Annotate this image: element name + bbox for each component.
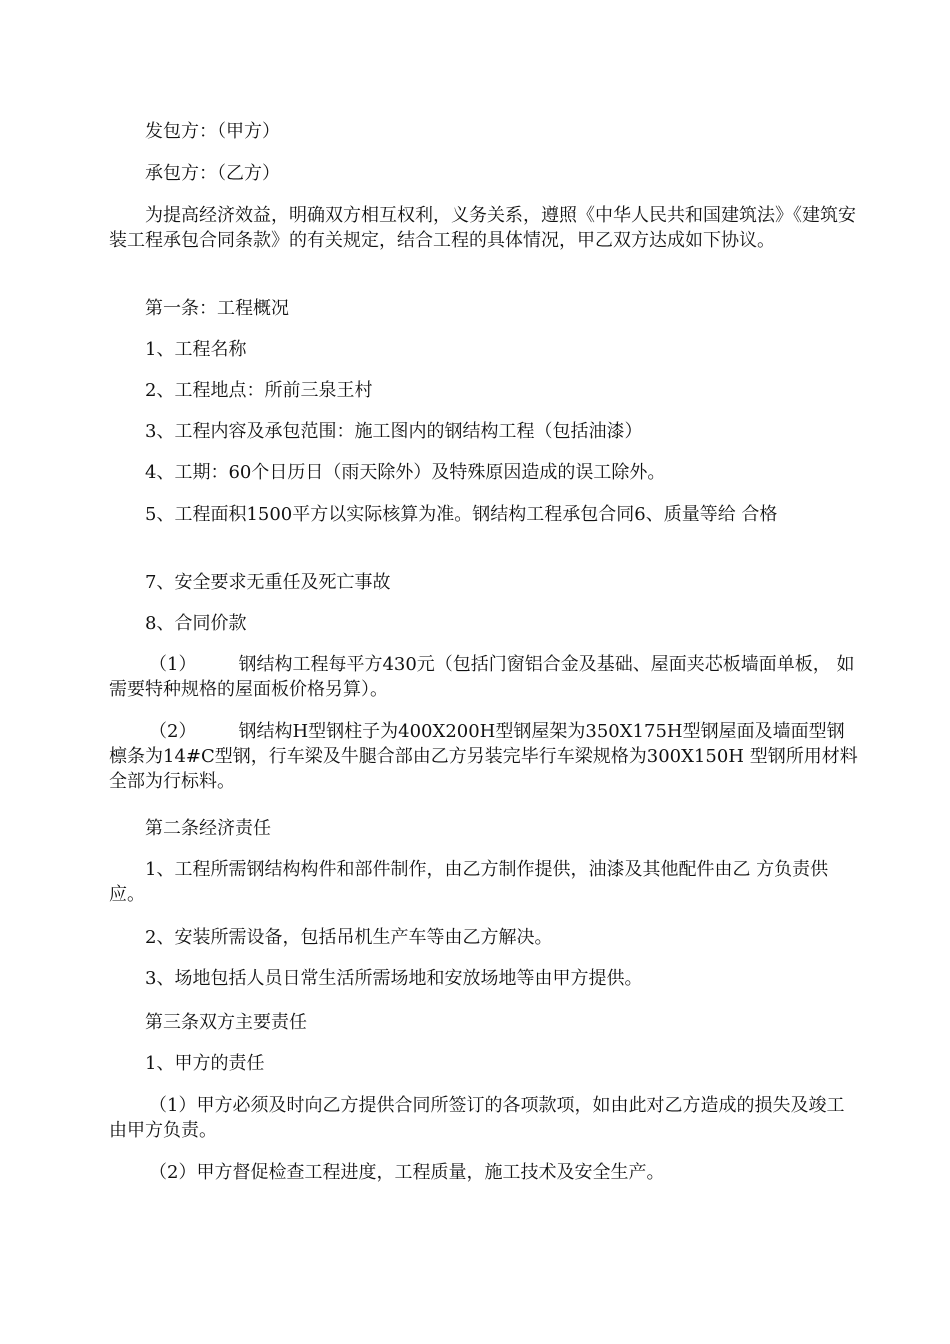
clause-number: （1）	[149, 654, 197, 675]
clause-number: （2）	[149, 721, 197, 742]
duration-item: 4、工期：60个日历日（雨天除外）及特殊原因造成的误工除外。	[145, 462, 666, 483]
area-quality-item: 5、工程面积1500平方以实际核算为准。钢结构工程承包合同6、质量等给 合格	[145, 504, 778, 525]
party-a-duty-1: （1）甲方必须及时向乙方提供合同所签订的各项款项，如由此对乙方造成的损失及竣工由甲方负责。	[109, 1095, 845, 1141]
clause-text: 钢结构工程每平方430元（包括门窗铝合金及基础、屋面夹芯板墙面单板， 如需要特种规格的屋面板价格另算）。	[109, 654, 855, 700]
safety-item: 7、安全要求无重任及死亡事故	[145, 572, 391, 593]
fabrication-item: 1、工程所需钢结构构件和部件制作，由乙方制作提供，油漆及其他配件由乙 方负责供应。	[109, 859, 829, 905]
equipment-item: 2、安装所需设备，包括吊机生产车等由乙方解决。	[145, 927, 553, 948]
clause-text: 钢结构H型钢柱子为400X200H型钢屋架为350X175H型钢屋面及墙面型钢檩条为14#C型钢，行车梁及牛腿合部由乙方另装完毕行车梁规格为300X150H 型钢所用材料全部为行标料。	[109, 721, 858, 792]
price-clause-2	[109, 719, 859, 794]
project-scope-item: 3、工程内容及承包范围：施工图内的钢结构工程（包括油漆）	[145, 421, 643, 442]
party-a-duty-heading: 1、甲方的责任	[145, 1053, 265, 1074]
article-2-heading: 第二条经济责任	[145, 818, 271, 839]
article-1-heading: 第一条：工程概况	[145, 298, 289, 319]
preamble-paragraph: 为提高经济效益，明确双方相互权利，义务关系，遵照《中华人民共和国建筑法》《建筑安装工程承包合同条款》的有关规定，结合工程的具体情况，甲乙双方达成如下协议。	[109, 205, 856, 251]
project-location-item: 2、工程地点：所前三泉王村	[145, 380, 373, 401]
contractor-line: 承包方：（乙方）	[145, 163, 280, 184]
employer-line: 发包方：（甲方）	[145, 121, 280, 142]
article-3-heading: 第三条双方主要责任	[145, 1012, 307, 1033]
site-item: 3、场地包括人员日常生活所需场地和安放场地等由甲方提供。	[145, 968, 643, 989]
project-name-item: 1、工程名称	[145, 339, 247, 360]
price-clause-1	[109, 652, 859, 702]
contract-price-item: 8、合同价款	[145, 613, 247, 634]
party-a-duty-2: （2）甲方督促检查工程进度，工程质量，施工技术及安全生产。	[149, 1162, 665, 1183]
